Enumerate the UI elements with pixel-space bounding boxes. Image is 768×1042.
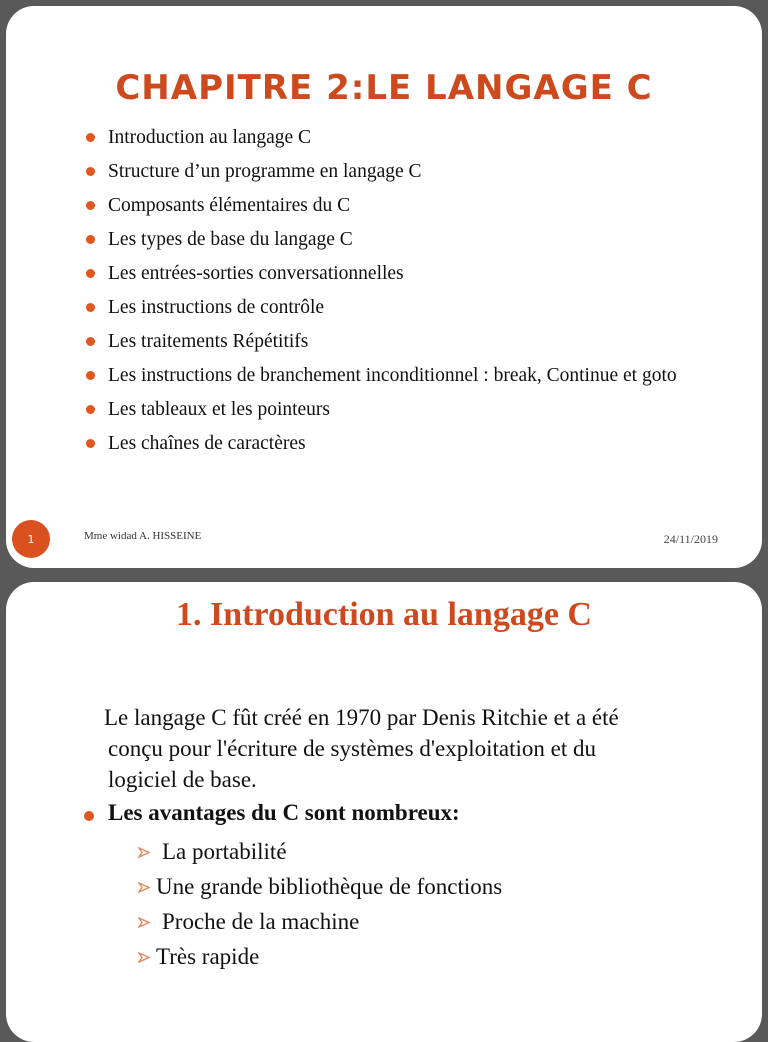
list-item: Les types de base du langage C [86, 226, 746, 254]
list-item: Structure d’un programme en langage C [86, 158, 746, 186]
slide-title: 1. Introduction au langage C [176, 596, 592, 633]
slide-2 [6, 582, 762, 1042]
slide-1 [6, 6, 762, 568]
bullet-icon [86, 371, 95, 380]
topic-list [86, 124, 746, 464]
footer-date: 24/11/2019 [663, 532, 718, 546]
footer-author: Mme widad A. HISSEINE [84, 530, 202, 542]
list-item: Introduction au langage C [86, 124, 746, 152]
arrow-icon [138, 847, 150, 858]
list-item: Proche de la machine [138, 904, 502, 939]
paragraph-line: conçu pour l'écriture de systèmes d'exploitation et du [108, 736, 596, 761]
paragraph-line: Le langage C fût créé en 1970 par Denis Ritchie et a été [104, 705, 619, 730]
list-item: Une grande bibliothèque de fonctions [138, 869, 502, 904]
bullet-icon [86, 405, 95, 414]
list-item: Les entrées-sorties conversationnelles [86, 260, 746, 288]
list-item: Les chaînes de caractères [86, 430, 746, 458]
arrow-icon [138, 952, 150, 963]
bullet-icon [86, 235, 95, 244]
slide-title: CHAPITRE 2:LE LANGAGE C [115, 68, 653, 108]
list-item: Les traitements Répétitifs [86, 328, 746, 356]
bullet-icon [86, 133, 95, 142]
list-item: Les tableaux et les pointeurs [86, 396, 746, 424]
bullet-icon [84, 811, 94, 821]
list-item: Très rapide [138, 939, 502, 974]
list-item: Les instructions de contrôle [86, 294, 746, 322]
bullet-icon [86, 167, 95, 176]
bullet-icon [86, 269, 95, 278]
bullet-icon [86, 337, 95, 346]
advantages-list [138, 834, 502, 974]
intro-paragraph [104, 702, 704, 795]
arrow-icon [138, 917, 150, 928]
arrow-icon [138, 882, 150, 893]
page-number-badge: 1 [12, 520, 50, 558]
list-item: Les instructions de branchement inconditionnel : break, Continue et goto [86, 362, 746, 390]
advantages-heading: Les avantages du C sont nombreux: [84, 800, 460, 826]
list-item: Composants élémentaires du C [86, 192, 746, 220]
list-item: La portabilité [138, 834, 502, 869]
paragraph-line: logiciel de base. [108, 767, 257, 792]
bullet-icon [86, 201, 95, 210]
bullet-icon [86, 439, 95, 448]
bullet-icon [86, 303, 95, 312]
